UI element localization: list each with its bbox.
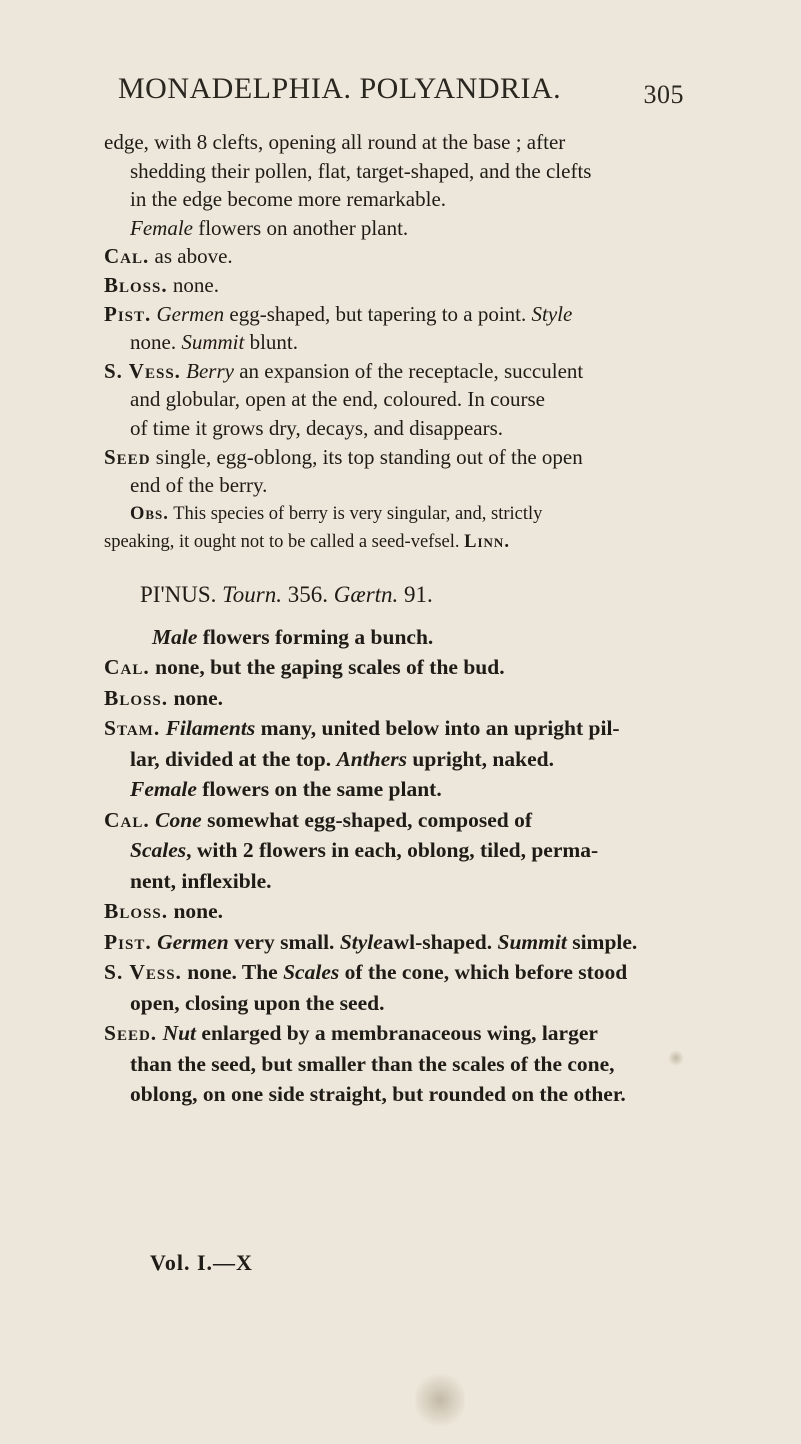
italic-term: Anthers — [336, 746, 407, 771]
paper-stain — [668, 1050, 684, 1066]
text-line — [104, 835, 724, 866]
text-line — [104, 328, 724, 357]
section-label: Pist. — [104, 929, 152, 954]
line-text: lar, divided at the top. — [130, 746, 332, 771]
author-abbrev: Linn. — [464, 531, 510, 552]
line-text: and globular, open at the end, coloured. In course — [130, 387, 545, 412]
line-text: of time it grows dry, decays, and disappears. — [130, 415, 504, 440]
running-header — [118, 72, 698, 109]
section-label: Bloss. — [104, 685, 169, 710]
italic-term: Scales — [283, 960, 340, 985]
line-text: flowers forming a bunch. — [197, 624, 434, 649]
line-text: oblong, on one side straight, but rounded on the other. — [130, 1082, 626, 1107]
text-line — [104, 157, 724, 186]
pinus-description — [104, 622, 724, 1110]
line-text: none. — [173, 899, 224, 924]
text-line — [104, 1079, 724, 1110]
italic-term: Style — [531, 301, 573, 326]
text-line — [104, 242, 724, 271]
text-line — [104, 713, 724, 744]
italic-term: Germen — [157, 929, 229, 954]
text-line — [104, 683, 724, 714]
section-label: Cal. — [104, 244, 150, 269]
line-text: none. — [173, 685, 224, 710]
section-label: Obs. — [130, 503, 169, 524]
text-line — [104, 528, 724, 556]
italic-term: Style — [339, 929, 383, 954]
line-text: egg-shaped, but tapering to a point. — [224, 301, 527, 326]
genus-ref-gaertner: Gærtn. — [333, 581, 399, 607]
italic-term: Scales — [130, 838, 187, 863]
line-text: upright, naked. — [406, 746, 554, 771]
line-text: end of the berry. — [130, 473, 268, 498]
line-text: flowers on the same plant. — [196, 777, 442, 802]
line-text: none. — [172, 272, 219, 297]
text-line — [104, 500, 724, 528]
text-line — [104, 622, 724, 653]
text-line — [104, 271, 724, 300]
italic-term: Filaments — [165, 716, 256, 741]
line-text: none. — [130, 330, 177, 355]
text-line — [104, 805, 724, 836]
section-label: Pist. — [104, 301, 152, 326]
section-label: S. Vess. — [104, 358, 181, 383]
signature-mark: Vol. I.—X — [150, 1250, 253, 1275]
text-line — [104, 652, 724, 683]
line-text: none, but the gaping scales of the bud. — [155, 655, 505, 680]
paper-stain — [415, 1370, 465, 1430]
line-text: This species of berry is very singular, and, strictly — [173, 503, 543, 524]
line-text: flowers on another plant. — [192, 215, 409, 240]
line-text: than the seed, but smaller than the scales of the cone, — [130, 1051, 615, 1076]
text-line — [104, 988, 724, 1019]
line-text: shedding their pollen, flat, target-shaped, and the clefts — [130, 158, 592, 183]
text-line — [104, 443, 724, 472]
italic-term: Cone — [155, 807, 202, 832]
line-text: simple. — [566, 929, 638, 954]
section-label: Cal. — [104, 807, 150, 832]
italic-term: Female — [130, 777, 197, 802]
section-label: Cal. — [104, 655, 150, 680]
line-text: of the cone, which before stood — [339, 960, 628, 985]
line-text: nent, inflexible. — [130, 868, 272, 893]
line-text: somewhat egg-shaped, composed of — [201, 807, 532, 832]
text-line — [104, 385, 724, 414]
line-text: very small. — [228, 929, 335, 954]
italic-term: Nut — [162, 1021, 197, 1046]
line-text: many, united below into an upright pil- — [255, 716, 620, 741]
text-line — [104, 185, 724, 214]
line-text: enlarged by a membranaceous wing, larger — [196, 1021, 598, 1046]
italic-term: Male — [152, 624, 198, 649]
page-number: 305 — [643, 80, 684, 109]
text-line — [104, 866, 724, 897]
page-body — [104, 128, 724, 1110]
text-line — [104, 214, 724, 243]
text-line — [104, 774, 724, 805]
line-text: none. The — [187, 960, 278, 985]
line-text: awl-shaped. — [382, 929, 493, 954]
italic-term: Germen — [156, 301, 225, 326]
italic-term: Berry — [186, 358, 234, 383]
section-label: Bloss. — [104, 899, 169, 924]
line-text: an expansion of the receptacle, succulent — [233, 358, 584, 383]
text-line — [104, 744, 724, 775]
genus-ref-tournefort: Tourn. — [222, 581, 282, 607]
italic-term: Summit — [497, 929, 567, 954]
section-label: Bloss. — [104, 272, 168, 297]
line-text: in the edge become more remarkable. — [130, 187, 447, 212]
entry-continuation — [104, 128, 724, 500]
italic-term: Female — [130, 215, 193, 240]
line-text: single, egg-oblong, its top standing out of the open — [155, 444, 583, 469]
text-line — [104, 471, 724, 500]
header-title: MONADELPHIA. POLYANDRIA. — [118, 72, 562, 105]
text-line — [104, 1018, 724, 1049]
italic-term: Summit — [181, 330, 245, 355]
line-text: as above. — [154, 244, 233, 269]
line-text: speaking, it ought not to be called a seed-vefsel. — [104, 531, 460, 552]
text-line — [104, 1049, 724, 1080]
section-label: Seed. — [104, 1021, 158, 1046]
line-text: blunt. — [244, 330, 298, 355]
line-text: edge, with 8 clefts, opening all round at the base ; after — [104, 130, 566, 154]
line-text: open, closing upon the seed. — [130, 990, 385, 1015]
text-line — [104, 414, 724, 443]
text-line — [104, 957, 724, 988]
section-label: Seed — [104, 444, 151, 469]
text-line — [104, 927, 724, 958]
text-line — [104, 128, 724, 157]
genus-name: PI'NUS. — [140, 581, 217, 607]
section-label: Stam. — [104, 716, 161, 741]
section-label: S. Vess. — [104, 960, 182, 985]
genus-ref-tournefort-num: 356. — [282, 581, 328, 607]
text-line — [104, 896, 724, 927]
line-text: , with 2 flowers in each, oblong, tiled, perma- — [186, 838, 599, 863]
observation-note — [104, 500, 724, 556]
genus-ref-gaertner-num: 91. — [398, 581, 433, 607]
genus-heading — [104, 578, 724, 612]
text-line — [104, 357, 724, 386]
text-line — [104, 300, 724, 329]
